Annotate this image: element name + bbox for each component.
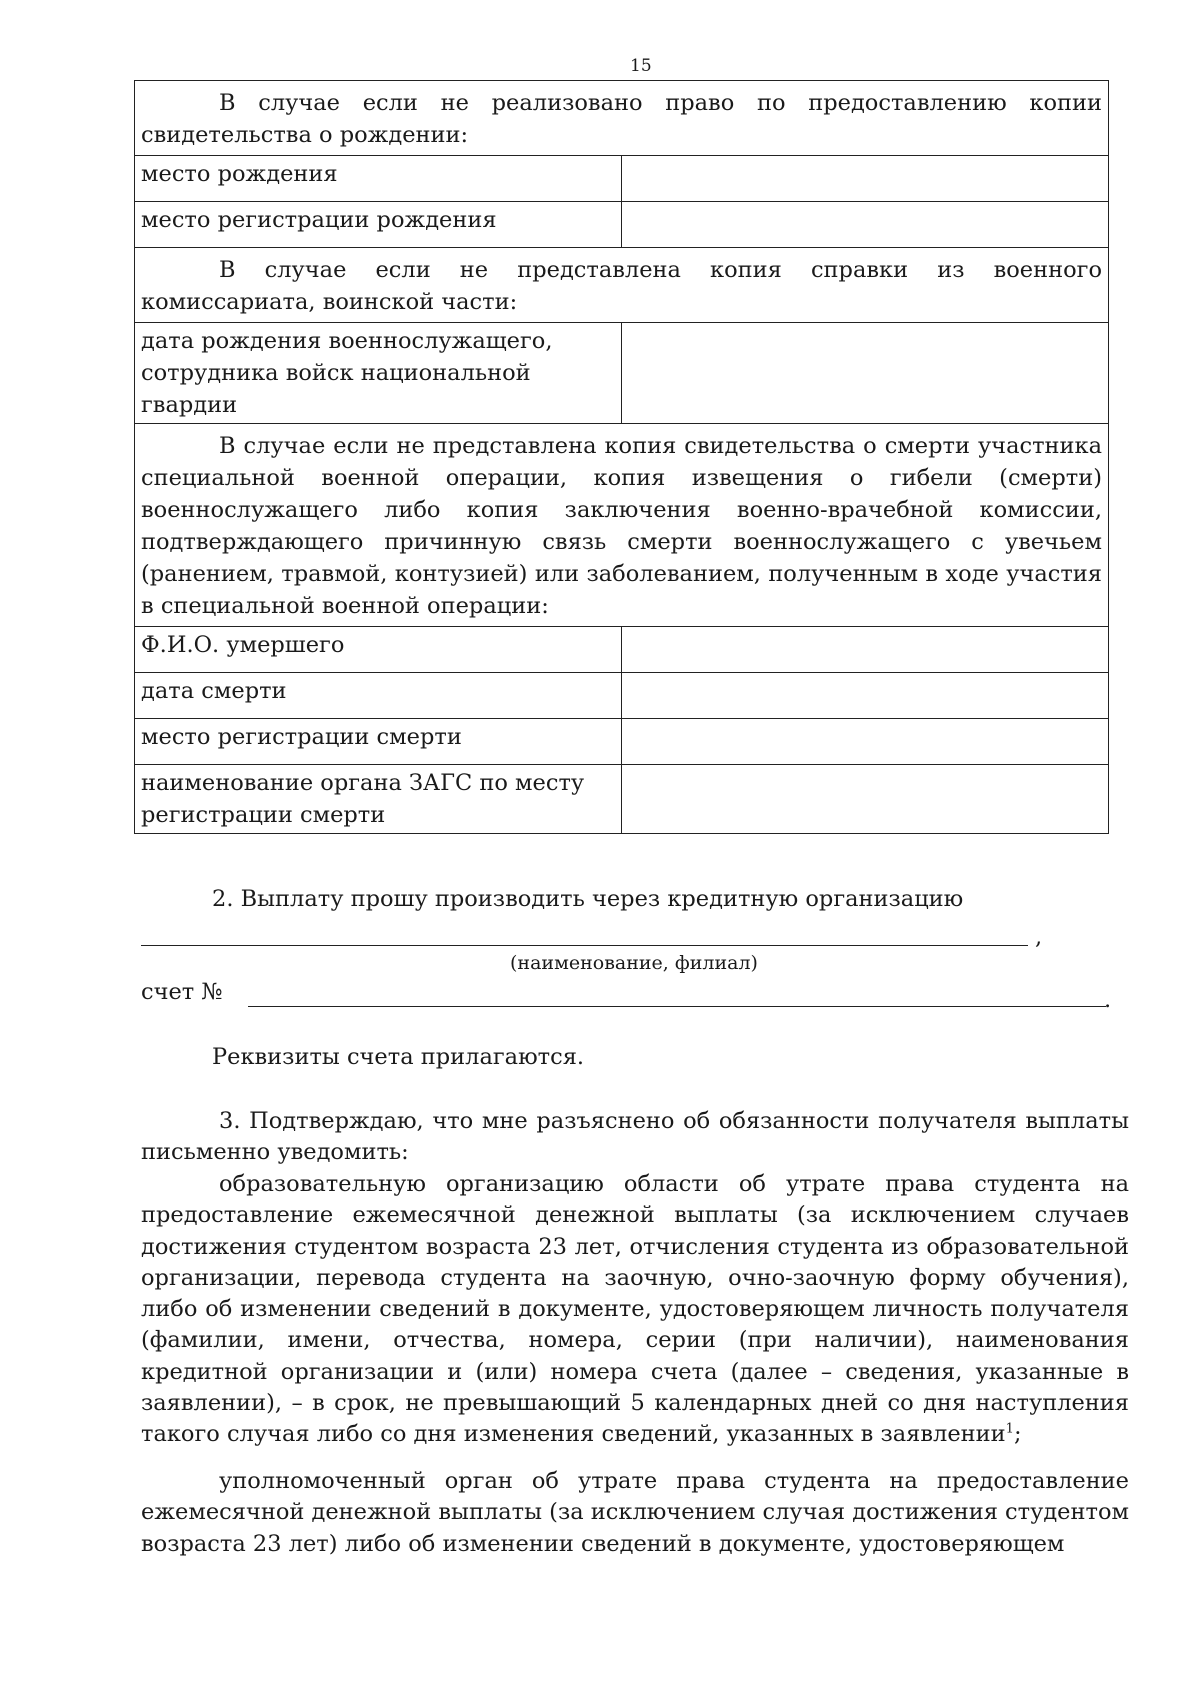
notification-education-org-end: ; bbox=[1013, 1421, 1022, 1448]
section-intro-birth-certificate: В случае если не реализовано право по предоставлению копии свидетельства о рождении: bbox=[135, 81, 1109, 156]
notification-authority: уполномоченный орган об утрате права студента на предоставление ежемесячной денежной выплаты (за исключением случая достижения студентом возраста 23 лет) либо об изменении сведений в документе, удостоверяющем bbox=[141, 1468, 1129, 1557]
footnote-marker[interactable]: 1 bbox=[1005, 1421, 1014, 1437]
account-number-line[interactable] bbox=[248, 1006, 1106, 1007]
application-table bbox=[134, 80, 1109, 834]
field-deceased-name[interactable] bbox=[622, 627, 1109, 673]
account-line-period: . bbox=[1104, 987, 1112, 1013]
table-row bbox=[135, 202, 1109, 248]
table-row bbox=[135, 673, 1109, 719]
page-number: 15 bbox=[630, 56, 652, 76]
field-birth-registration-place[interactable] bbox=[622, 202, 1109, 248]
label-birth-registration-place: место регистрации рождения bbox=[135, 202, 622, 248]
notification-education-org-text: образовательную организацию области об утрате права студента на предоставление ежемесячной денежной выплаты (за исключением случаев достижения студентом возраста 23 лет, отчисления студента из образовательной организации, перевода студента на заочную, очно-заочную форму обучения), либо об изменении сведений в документе, удостоверяющем личность получателя (фамилии, имени, отчества, номера, серии (при наличии), наименования кредитной организации и (или) номера счета (далее – сведения, указанные в заявлении), – в срок, не превышающий 5 календарных дней со дня наступления такого случая либо со дня изменения сведений, указанных в заявлении bbox=[141, 1171, 1129, 1448]
section-intro-death-certificate: В случае если не представлена копия свидетельства о смерти участника специальной военной операции, копия извещения о гибели (смерти) военнослужащего либо копия заключения военно-врачебной комиссии, подтверждающего причинную связь смерти военнослужащего с увечьем (ранением, травмой, контузией) или заболеванием, полученным в ходе участия в специальной военной операции: bbox=[135, 424, 1109, 627]
label-deceased-name: Ф.И.О. умершего bbox=[135, 627, 622, 673]
field-registry-office-name[interactable] bbox=[622, 765, 1109, 834]
account-number-label: счет № bbox=[141, 979, 223, 1005]
confirmation-intro: 3. Подтверждаю, что мне разъяснено об обязанности получателя выплаты письменно уведомить: bbox=[141, 1108, 1129, 1166]
table-row bbox=[135, 323, 1109, 424]
section-header-military bbox=[135, 248, 1109, 323]
bank-name-line[interactable] bbox=[141, 945, 1028, 946]
field-death-date[interactable] bbox=[622, 673, 1109, 719]
bank-name-caption: (наименование, филиал) bbox=[510, 952, 758, 974]
table-row bbox=[135, 627, 1109, 673]
field-death-registration-place[interactable] bbox=[622, 719, 1109, 765]
section-intro-military-certificate: В случае если не представлена копия справки из военного комиссариата, воинской части: bbox=[135, 248, 1109, 323]
table-row bbox=[135, 719, 1109, 765]
attachments-note: Реквизиты счета прилагаются. bbox=[212, 1044, 585, 1070]
payment-paragraph: 2. Выплату прошу производить через кредитную организацию bbox=[212, 886, 964, 912]
label-serviceman-birth-date: дата рождения военнослужащего, сотрудника войск национальной гвардии bbox=[135, 323, 622, 424]
field-serviceman-birth-date[interactable] bbox=[622, 323, 1109, 424]
label-registry-office-name: наименование органа ЗАГС по месту регистрации смерти bbox=[135, 765, 622, 834]
label-birth-place: место рождения bbox=[135, 156, 622, 202]
label-death-date: дата смерти bbox=[135, 673, 622, 719]
table-row bbox=[135, 156, 1109, 202]
table-row bbox=[135, 765, 1109, 834]
notification-education-org bbox=[141, 1169, 1129, 1451]
label-death-registration-place: место регистрации смерти bbox=[135, 719, 622, 765]
section-header-birth bbox=[135, 81, 1109, 156]
field-birth-place[interactable] bbox=[622, 156, 1109, 202]
bank-line-comma: , bbox=[1035, 924, 1043, 950]
section-header-death bbox=[135, 424, 1109, 627]
